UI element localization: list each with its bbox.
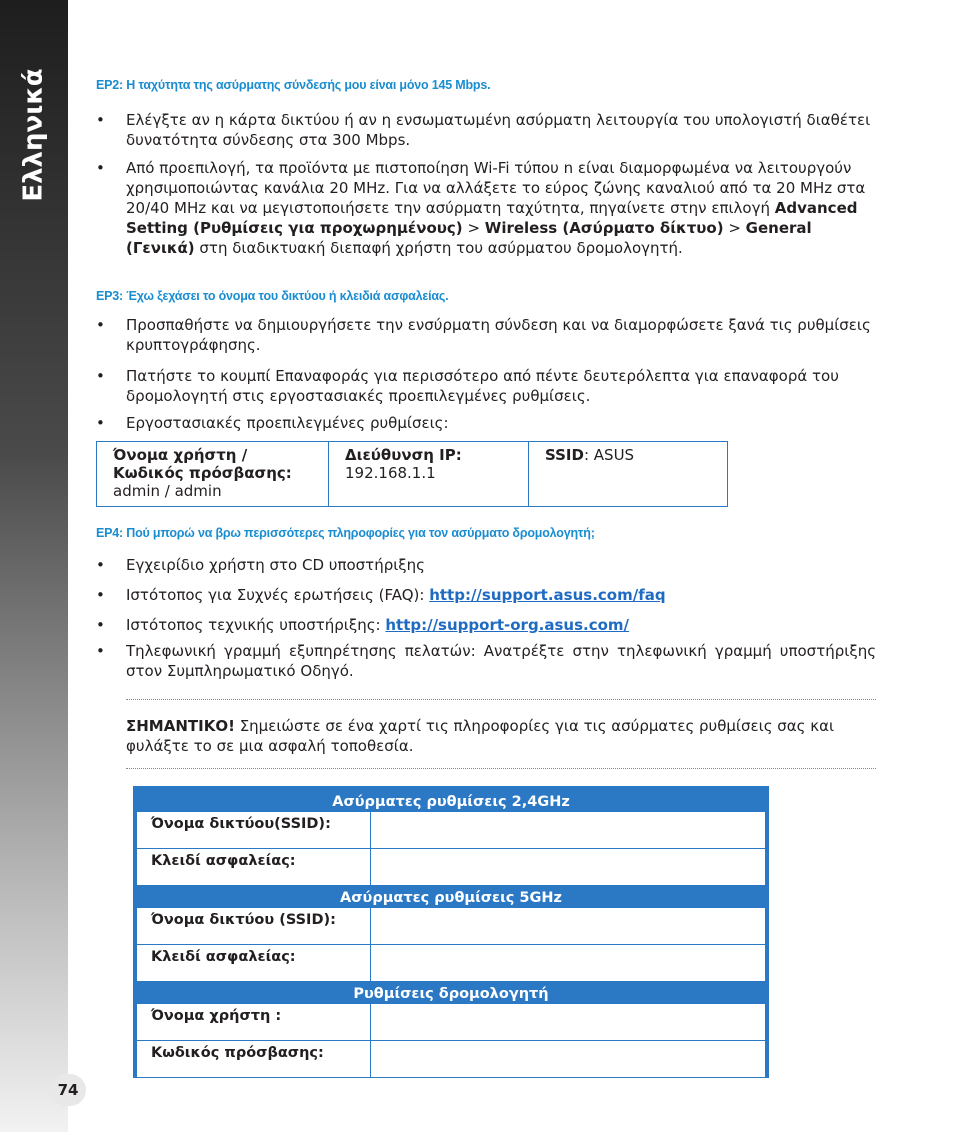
factory-user-value: admin / admin (113, 482, 222, 500)
bullet-text: Εγχειρίδιο χρήστη στο CD υποστήριξης (126, 556, 425, 574)
dotted-divider (126, 768, 876, 769)
factory-ip-value: 192.168.1.1 (345, 464, 436, 482)
language-label: Ελληνικά (19, 68, 50, 202)
factory-defaults-table (96, 441, 728, 507)
bullet-icon: • (96, 111, 105, 129)
bullet-icon: • (96, 556, 105, 574)
key-24-label: Κλειδί ασφαλείας: (137, 849, 371, 885)
table-row (137, 1040, 765, 1077)
page-number: 74 (50, 1074, 86, 1106)
table-row (137, 944, 765, 981)
factory-user-label: Όνομα χρήστη / Κωδικός πρόσβασης: (113, 446, 292, 482)
section-5ghz-header: Ασύρματες ρυθμίσεις 5GHz (340, 890, 562, 906)
faq-link[interactable]: http://support.asus.com/faq (429, 586, 666, 604)
bullet-icon: • (96, 316, 105, 334)
table-row (137, 1004, 765, 1040)
ssid-5-label: Όνομα δικτύου (SSID): (137, 908, 371, 944)
factory-user-cell (97, 442, 329, 506)
bullet-text: Ιστότοπος τεχνικής υποστήριξης: http://support-org.asus.com/ (126, 616, 630, 634)
bullet-text: Ιστότοπος για Συχνές ερωτήσεις (FAQ): http://support.asus.com/faq (126, 586, 666, 604)
factory-ssid-label: SSID (545, 446, 584, 464)
dotted-divider (126, 699, 876, 700)
table-row (137, 812, 765, 848)
bullet-icon: • (96, 367, 105, 385)
username-label: Όνομα χρήστη : (137, 1004, 371, 1040)
password-label: Κωδικός πρόσβασης: (137, 1041, 371, 1077)
support-link[interactable]: http://support-org.asus.com/ (385, 616, 630, 634)
bullet-icon: • (96, 159, 105, 177)
ssid-5-field (371, 908, 765, 944)
important-text: Σημειώστε σε ένα χαρτί τις πληροφορίες για τις ασύρματες ρυθμίσεις σας και φυλάξτε το σε μια ασφαλή τοποθεσία. (126, 717, 835, 755)
ep2-title: EP2: Η ταχύτητα της ασύρματης σύνδεσής μου είναι μόνο 145 Mbps. (96, 78, 491, 92)
key-24-field (371, 849, 765, 885)
bullet-text: Εργοστασιακές προεπιλεγμένες ρυθμίσεις: (126, 414, 449, 432)
password-field (371, 1041, 765, 1077)
section-24ghz-header: Ασύρματες ρυθμίσεις 2,4GHz (332, 794, 570, 810)
key-5-field (371, 945, 765, 981)
factory-ip-label: Διεύθυνση IP: (345, 446, 462, 464)
important-label: ΣΗΜΑΝΤΙΚΟ! (126, 717, 235, 735)
sidebar-band (0, 0, 68, 1132)
wireless-settings-table (133, 786, 769, 1078)
bullet-text: Από προεπιλογή, τα προϊόντα με πιστοποίηση Wi-Fi τύπου n είναι διαμορφωμένα να λειτουργούν χρησιμοποιώντας κανάλια 20 MHz. Για να αλλάξετε το εύρος ζώνης καναλιού από τα 20 MHz στα 20/40 MHz και να μεγιστοποιήσετε την ασύρματη ταχύτητα, πηγαίνετε στην επιλογή Advanced Setting (Ρυθμίσεις για προχωρημένους) > Wireless (Ασύρματο δίκτυο) > General (Γενικά) στη διαδικτυακή διεπαφή χρήστη του ασύρματου δρομολογητή. (126, 159, 866, 257)
ep4-title: EP4: Πού μπορώ να βρω περισσότερες πληροφορίες για τον ασύρματο δρομολογητή; (96, 526, 595, 540)
factory-ip-cell (329, 442, 529, 506)
username-field (371, 1004, 765, 1040)
key-5-label: Κλειδί ασφαλείας: (137, 945, 371, 981)
bullet-icon: • (96, 586, 105, 604)
important-note (126, 716, 866, 756)
bullet-text: Προσπαθήστε να δημιουργήσετε την ενσύρματη σύνδεση και να διαμορφώσετε ξανά τις ρυθμίσεις κρυπτογράφησης. (126, 316, 871, 354)
factory-ssid-cell (529, 442, 727, 506)
factory-ssid-value: : ASUS (583, 446, 635, 464)
bullet-icon: • (96, 642, 105, 660)
table-row (137, 848, 765, 885)
table-row (137, 908, 765, 944)
bullet-icon: • (96, 414, 105, 432)
bullet-icon: • (96, 616, 105, 634)
bullet-text: Πατήστε το κουμπί Επαναφοράς για περισσότερο από πέντε δευτερόλεπτα για επαναφορά του δρομολογητή στις εργοστασιακές προεπιλεγμένες ρυθμίσεις. (126, 367, 839, 405)
section-router-header: Ρυθμίσεις δρομολογητή (353, 986, 549, 1002)
ssid-24-field (371, 812, 765, 848)
bullet-text: Τηλεφωνική γραμμή εξυπηρέτησης πελατών: Ανατρέξτε στην τηλεφωνική γραμμή υποστήριξης στον Συμπληρωματικό Οδηγό. (126, 642, 876, 680)
ep3-title: EP3: Έχω ξεχάσει το όνομα του δικτύου ή κλειδιά ασφαλείας. (96, 289, 449, 303)
language-tab (0, 60, 68, 210)
bullet-text: Ελέγξτε αν η κάρτα δικτύου ή αν η ενσωματωμένη ασύρματη λειτουργία του υπολογιστή διαθέτει δυνατότητα σύνδεσης στα 300 Mbps. (126, 111, 871, 149)
ssid-24-label: Όνομα δικτύου(SSID): (137, 812, 371, 848)
